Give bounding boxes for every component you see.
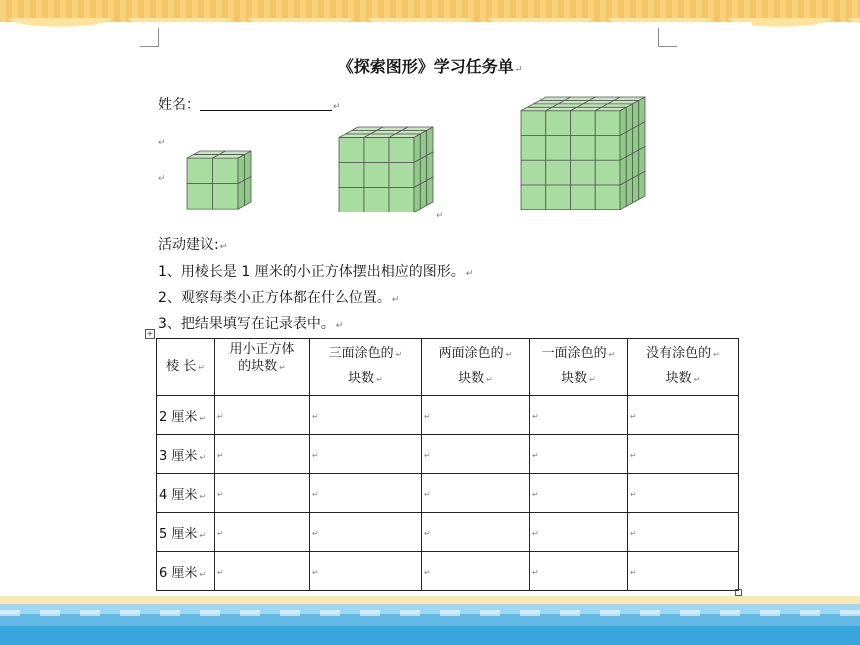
answer-cell[interactable]: ↵: [530, 552, 628, 591]
answer-cell[interactable]: ↵: [628, 552, 739, 591]
page-corner-mark-right: [658, 28, 677, 47]
table-header-row: [157, 339, 739, 396]
header-cube-count[interactable]: 用小正方体 的块数 ↵: [215, 339, 310, 396]
answer-cell[interactable]: ↵: [310, 552, 422, 591]
table-row: [157, 435, 739, 474]
top-decor-band: [0, 0, 860, 22]
answer-cell[interactable]: ↵: [422, 513, 530, 552]
answer-cell[interactable]: ↵: [422, 396, 530, 435]
answer-cell[interactable]: ↵: [215, 513, 310, 552]
row-label-cell[interactable]: 6 厘米 ↵: [157, 552, 215, 591]
paragraph-mark-icon: ↵: [465, 269, 474, 279]
paragraph-mark-icon: ↵: [158, 138, 166, 148]
answer-cell[interactable]: ↵: [422, 474, 530, 513]
paragraph-mark-icon: ↵: [391, 295, 400, 305]
answer-cell[interactable]: ↵: [310, 435, 422, 474]
header-no-faces[interactable]: 没有涂色的 ↵ 块数 ↵: [628, 339, 739, 396]
row-label-cell[interactable]: 3 厘米 ↵: [157, 435, 215, 474]
answer-cell[interactable]: ↵: [215, 474, 310, 513]
header-two-faces[interactable]: 两面涂色的 ↵ 块数 ↵: [422, 339, 530, 396]
answer-cell[interactable]: ↵: [215, 435, 310, 474]
name-label: 姓名：: [158, 97, 200, 113]
document-title: 《探索图形》学习任务单↵: [337, 57, 523, 76]
activity-step-2: 2、观察每类小正方体都在什么位置。↵: [158, 290, 400, 306]
answer-cell[interactable]: ↵: [215, 552, 310, 591]
table-move-handle-icon[interactable]: +: [146, 329, 154, 338]
cube-edge-2: [186, 150, 252, 210]
paragraph-mark-icon: ↵: [333, 102, 341, 112]
answer-cell[interactable]: ↵: [530, 474, 628, 513]
row-label-cell[interactable]: 2 厘米 ↵: [157, 396, 215, 435]
paragraph-mark-icon: ↵: [219, 242, 228, 252]
answer-cell[interactable]: ↵: [530, 396, 628, 435]
paragraph-mark-icon: ↵: [335, 321, 344, 331]
bottom-decor-band: [0, 596, 860, 645]
answer-cell[interactable]: ↵: [422, 435, 530, 474]
paragraph-mark-icon: ↵: [514, 65, 523, 75]
header-one-face[interactable]: 一面涂色的 ↵ 块数 ↵: [530, 339, 628, 396]
cube-edge-4: [520, 96, 646, 210]
name-blank-line[interactable]: [200, 96, 332, 111]
answer-cell[interactable]: ↵: [530, 435, 628, 474]
table-resize-handle-icon[interactable]: [735, 589, 742, 596]
answer-cell[interactable]: ↵: [628, 474, 739, 513]
activity-step-1: 1、用棱长是 1 厘米的小正方体摆出相应的图形。↵: [158, 264, 474, 280]
answer-cell[interactable]: ↵: [530, 513, 628, 552]
table-row: [157, 474, 739, 513]
row-label-cell[interactable]: 4 厘米 ↵: [157, 474, 215, 513]
answer-cell[interactable]: ↵: [310, 513, 422, 552]
header-three-faces[interactable]: 三面涂色的 ↵ 块数 ↵: [310, 339, 422, 396]
cube-edge-3: [338, 126, 434, 212]
paragraph-mark-icon: ↵: [436, 211, 444, 221]
row-label-cell[interactable]: 5 厘米 ↵: [157, 513, 215, 552]
page-corner-mark-left: [140, 28, 159, 47]
answer-cell[interactable]: ↵: [628, 435, 739, 474]
table-row: [157, 513, 739, 552]
answer-cell[interactable]: ↵: [310, 474, 422, 513]
header-edge-length[interactable]: 棱 长 ↵: [157, 339, 215, 396]
name-field: [158, 94, 341, 114]
answer-cell[interactable]: ↵: [215, 396, 310, 435]
answer-cell[interactable]: ↵: [628, 396, 739, 435]
paragraph-mark-icon: ↵: [158, 174, 166, 184]
answer-cell[interactable]: ↵: [628, 513, 739, 552]
activity-step-3: 3、把结果填写在记录表中。↵: [158, 316, 344, 332]
table-row: [157, 396, 739, 435]
table-row: [157, 552, 739, 591]
activity-heading: 活动建议:↵: [158, 237, 228, 253]
answer-cell[interactable]: ↵: [310, 396, 422, 435]
answer-cell[interactable]: ↵: [422, 552, 530, 591]
record-table: [156, 338, 739, 591]
